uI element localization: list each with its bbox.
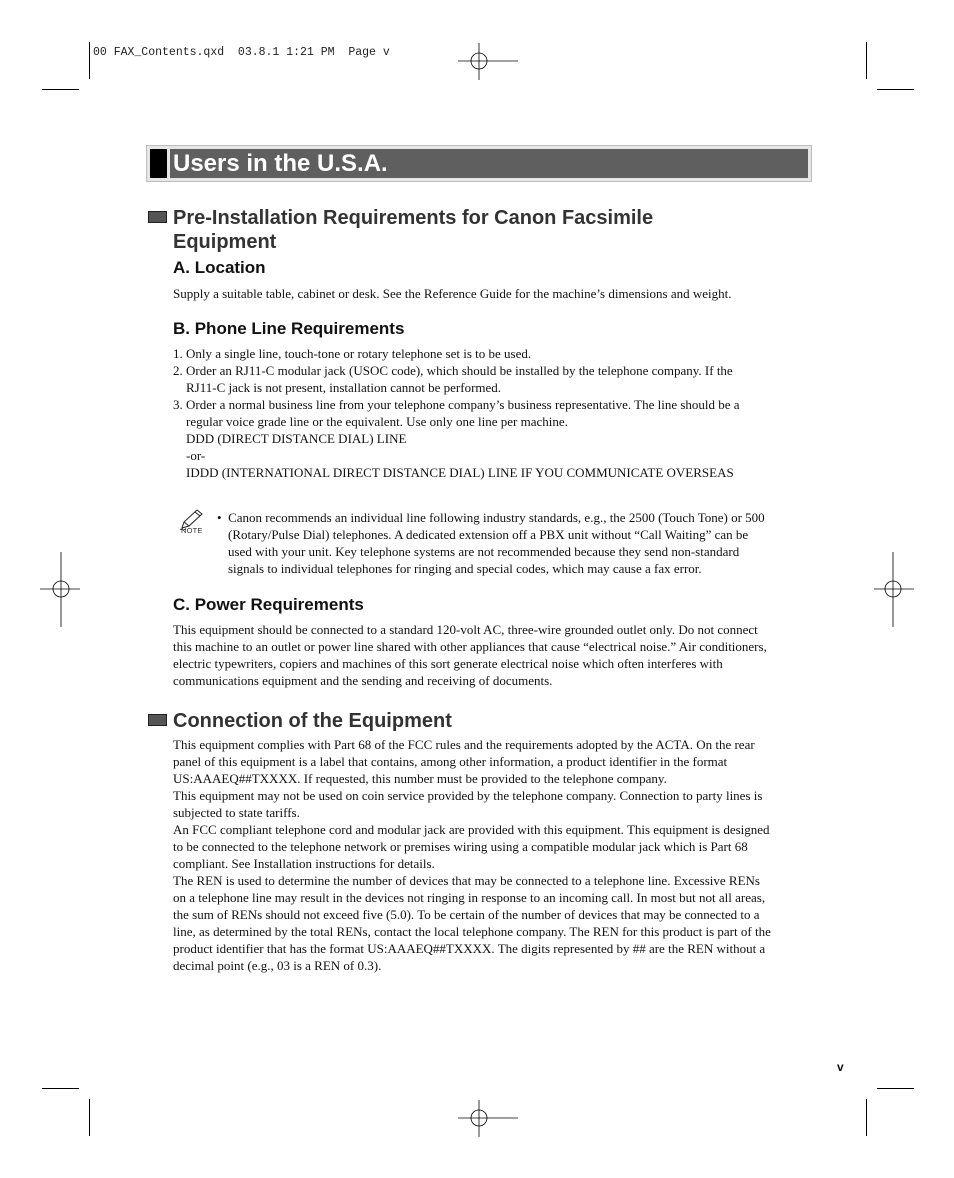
subheading-phone-line: B. Phone Line Requirements: [173, 319, 405, 338]
section-marker-icon: [148, 211, 167, 223]
subheading-location: A. Location: [173, 258, 266, 277]
crop-mark: [877, 1088, 914, 1089]
subheading-power: C. Power Requirements: [173, 595, 364, 614]
registration-mark-icon: [458, 1097, 518, 1137]
crop-mark: [866, 42, 867, 79]
crop-mark: [89, 42, 90, 79]
crop-mark: [89, 1099, 90, 1136]
crop-mark: [877, 89, 914, 90]
note-label: NOTE: [181, 526, 203, 535]
bullet: •: [217, 510, 222, 525]
location-text: Supply a suitable table, cabinet or desk. See the Reference Guide for the machine’s dimensions and weight.: [173, 286, 732, 301]
note-text: • Canon recommends an individual line following industry standards, e.g., the 2500 (Touch Tone) or 500 (Rotary/Pulse Dial) telephones. A dedicated extension off a PBX unit without “Call Waiting” can be used with your unit. Key telephone systems are not recommended because they send non-standard signals to individual telephones for ringing and special codes, which may cause a fax error.: [217, 510, 765, 576]
section-heading-connection: Connection of the Equipment: [173, 710, 452, 732]
registration-mark-icon: [874, 552, 914, 627]
title-marker: [150, 149, 167, 178]
crop-mark: [42, 1088, 79, 1089]
phone-requirements-list: [173, 345, 740, 481]
page-title: Users in the U.S.A.: [173, 150, 388, 177]
registration-mark-icon: [40, 552, 80, 627]
section-marker-icon: [148, 714, 167, 726]
connection-text: This equipment complies with Part 68 of the FCC rules and the requirements adopted by the ACTA. On the rear panel of this equipment is a label that contains, among other information, a product identifier in the format US:AAAEQ##TXXXX. If requested, this number must be provided to the telephone company. This equipment may not be used on coin service provided by the telephone company. Connection to party lines is subjected to state tariffs. An FCC compliant telephone cord and modular jack are provided with this equipment. This equipment is designed to be connected to the telephone network or premises wiring using a compatible modular jack which is Part 68 compliant. See Installation instructions for details. The REN is used to determine the number of devices that may be connected to a telephone line. Excessive RENs on a telephone line may result in the devices not ringing in response to an incoming call. In most but not all areas, the sum of RENs should not exceed five (5.0). To be certain of the number of devices that may be connected to a line, as determined by the total RENs, contact the local telephone company. The REN for this product is part of the product identifier that has the format US:AAAEQ##TXXXX. The digits represented by ## are the REN without a decimal point (e.g., 03 is a REN of 0.3).: [173, 737, 771, 973]
list-item: 3. Order a normal business line from your telephone company’s business representative. The line should be a: [173, 397, 740, 412]
list-item-continuation: DDD (DIRECT DISTANCE DIAL) LINE: [186, 431, 407, 446]
list-item-continuation: IDDD (INTERNATIONAL DIRECT DISTANCE DIAL) LINE IF YOU COMMUNICATE OVERSEAS: [186, 465, 734, 480]
registration-mark-icon: [458, 43, 518, 83]
list-item-continuation: regular voice grade line or the equivalent. Use only one line per machine.: [186, 414, 568, 429]
page-title-bar: [146, 145, 812, 182]
list-item: 1. Only a single line, touch-tone or rotary telephone set is to be used.: [173, 346, 532, 361]
section-heading-preinstall: Pre-Installation Requirements for Canon Facsimile Equipment: [173, 207, 654, 253]
list-item-continuation: RJ11-C jack is not present, installation cannot be performed.: [186, 380, 502, 395]
page-number: v: [837, 1060, 844, 1074]
print-slug: 00 FAX_Contents.qxd 03.8.1 1:21 PM Page v: [93, 46, 390, 59]
crop-mark: [42, 89, 79, 90]
crop-mark: [866, 1099, 867, 1136]
list-item-continuation: -or-: [186, 448, 206, 463]
power-text: This equipment should be connected to a standard 120-volt AC, three-wire grounded outlet only. Do not connect this machine to an outlet or power line shared with other appliances that cause “electrical noise.” Air conditioners, electric typewriters, copiers and machines of this sort generate electrical noise which often interferes with communications equipment and the sending and receiving of documents.: [173, 622, 767, 688]
list-item: 2. Order an RJ11-C modular jack (USOC code), which should be installed by the telephone company. If the: [173, 363, 733, 378]
